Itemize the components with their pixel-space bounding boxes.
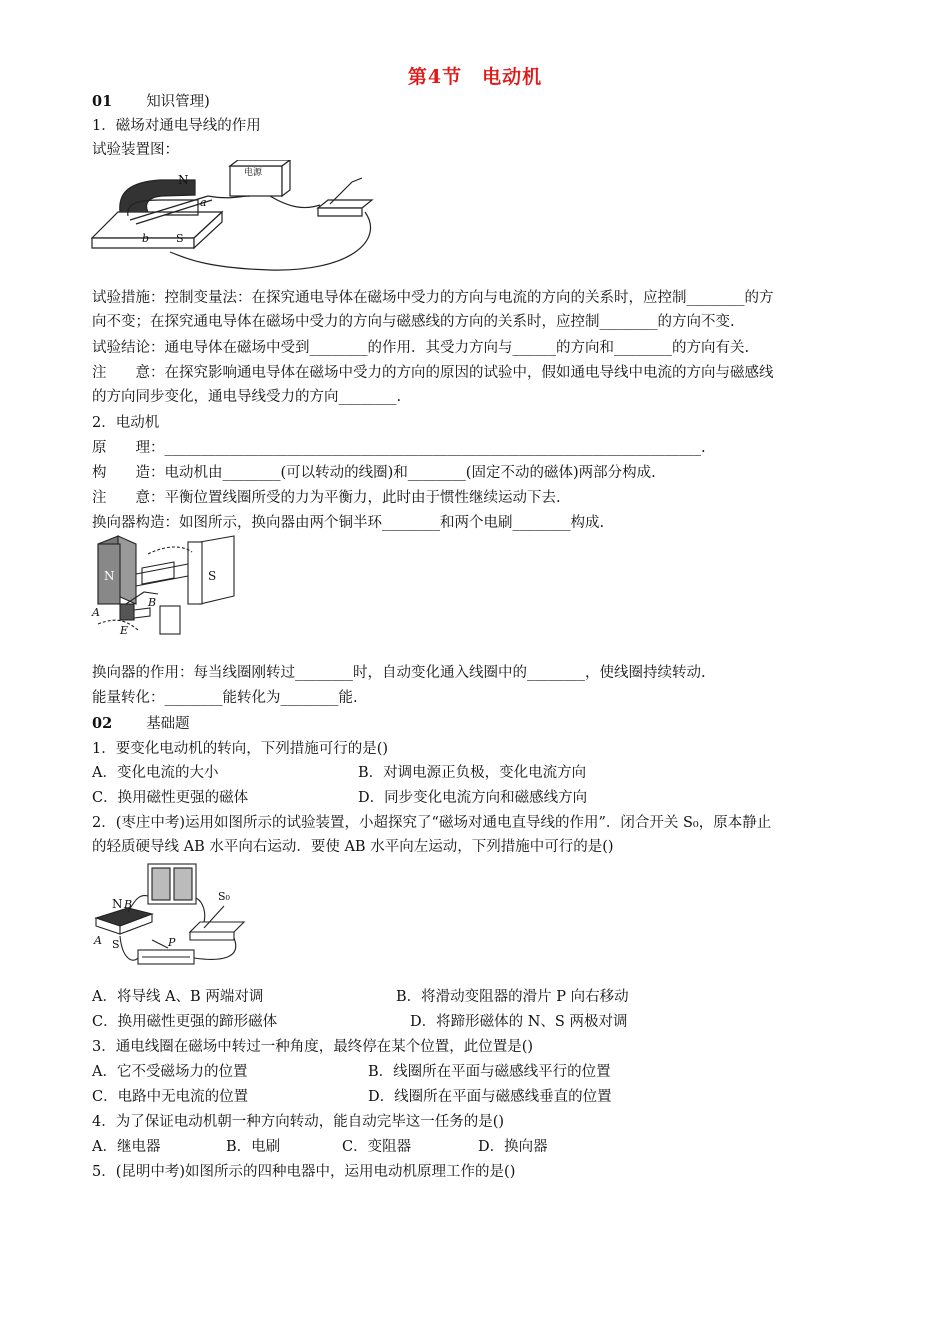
section-name: 知识管理) — [146, 94, 210, 110]
fig3-a-label: A — [94, 934, 102, 947]
fig3-s0-label: S₀ — [218, 890, 230, 903]
fig2-s-label: S — [208, 569, 217, 583]
figure-rail-experiment — [92, 858, 260, 976]
fig3-b-label: B — [124, 898, 133, 911]
q4-option-b: B．电刷 — [226, 1139, 281, 1155]
note-line-1: 注 意：在探究影响通电导体在磁场中受力的方向的原因的试验中，假如通电导线中电流的方向与磁感线 — [92, 365, 774, 381]
q4-option-a: A．继电器 — [92, 1139, 161, 1155]
note-line-2: 的方向同步变化，通电导线受力的方向________. — [92, 389, 402, 405]
q4-option-d: D．换向器 — [478, 1139, 548, 1155]
section-basic — [92, 714, 190, 734]
q2-option-b: B．将滑动变阻器的滑片 P 向右移动 — [396, 989, 629, 1005]
q2-stem-2: 的轻质硬导线 AB 水平向右运动．要使 AB 水平向左运动，下列措施中可行的是() — [92, 839, 614, 855]
motor-note-line: 注 意：平衡位置线圈所受的力为平衡力，此时由于惯性继续运动下去. — [92, 490, 561, 506]
measures-line-2: 向不变；在探究通电导体在磁场中受力的方向与磁感线的方向的关系时，应控制________的方向不变. — [92, 314, 735, 330]
section-number: 02 — [92, 715, 113, 732]
k2-heading: 2．电动机 — [92, 415, 160, 431]
commutator-line: 换向器构造：如图所示，换向器由两个铜半环________和两个电刷________构成. — [92, 515, 605, 531]
q1-option-d: D．同步变化电流方向和磁感线方向 — [358, 790, 588, 806]
fig3-p-label: P — [168, 936, 176, 949]
fig2-e-label: E — [120, 624, 129, 637]
q3-option-c: C．电路中无电流的位置 — [92, 1089, 249, 1105]
section-knowledge — [92, 92, 210, 112]
q4-stem: 4．为了保证电动机朝一种方向转动，能自动完毕这一任务的是() — [92, 1114, 505, 1130]
k1-heading: 1．磁场对通电导线的作用 — [92, 118, 261, 134]
q1-option-c: C．换用磁性更强的磁体 — [92, 790, 249, 806]
q1-option-b: B．对调电源正负极，变化电流方向 — [358, 765, 587, 781]
q2-option-d: D．将蹄形磁体的 N、S 两极对调 — [410, 1014, 628, 1030]
section-name: 基础题 — [146, 716, 190, 732]
fig1-s-label: S — [176, 232, 184, 245]
fig2-a-label: A — [92, 606, 100, 619]
function-line: 换向器的作用：每当线圈刚转过________时，自动变化通入线圈中的________，使线圈持续转动. — [92, 665, 706, 681]
q3-option-d: D．线圈所在平面与磁感线垂直的位置 — [368, 1089, 612, 1105]
q5-stem: 5．(昆明中考)如图所示的四种电器中，运用电动机原理工作的是() — [92, 1164, 516, 1180]
figure-commutator — [88, 534, 248, 642]
page-title: 第4节 电动机 — [407, 66, 543, 88]
energy-line: 能量转化：________能转化为________能. — [92, 690, 358, 706]
q1-stem: 1．要变化电动机的转向，下列措施可行的是() — [92, 741, 389, 757]
structure-line: 构 造：电动机由________(可以转动的线圈)和________(固定不动的磁体)两部分构成. — [92, 465, 656, 481]
fig1-a-label: a — [200, 196, 207, 209]
section-number: 01 — [92, 93, 113, 110]
fig3-n-label: N — [112, 897, 123, 911]
q4-option-c: C．变阻器 — [342, 1139, 412, 1155]
q2-option-c: C．换用磁性更强的蹄形磁体 — [92, 1014, 278, 1030]
q3-option-a: A．它不受磁场力的位置 — [92, 1064, 248, 1080]
conclusion-line: 试验结论：通电导体在磁场中受到________的作用．其受力方向与______的方向和________的方向有关. — [92, 340, 750, 356]
q2-option-a: A．将导线 A、B 两端对调 — [92, 989, 264, 1005]
fig3-s-label: S — [112, 938, 120, 951]
fig1-power-label: 电源 — [244, 168, 263, 178]
device-label: 试验装置图： — [92, 142, 179, 158]
principle-line: 原 理：__________________________________________________________________________. — [92, 440, 706, 456]
fig1-n-label: N — [178, 173, 189, 187]
q3-option-b: B．线圈所在平面与磁感线平行的位置 — [368, 1064, 611, 1080]
fig2-n-label: N — [104, 569, 115, 583]
measures-line-1: 试验措施：控制变量法：在探究通电导体在磁场中受力的方向与电流的方向的关系时，应控制________的方 — [92, 290, 774, 306]
figure-experiment-setup — [90, 160, 390, 278]
fig2-b-label: B — [148, 596, 157, 609]
q3-stem: 3．通电线圈在磁场中转过一种角度，最终停在某个位置，此位置是() — [92, 1039, 534, 1055]
fig1-b-label: b — [142, 232, 150, 245]
q2-stem-1: 2．(枣庄中考)运用如图所示的试验装置，小超探究了“磁场对通电直导线的作用”．闭合开关 S₀，原本静止 — [92, 815, 772, 831]
q1-option-a: A．变化电流的大小 — [92, 765, 219, 781]
